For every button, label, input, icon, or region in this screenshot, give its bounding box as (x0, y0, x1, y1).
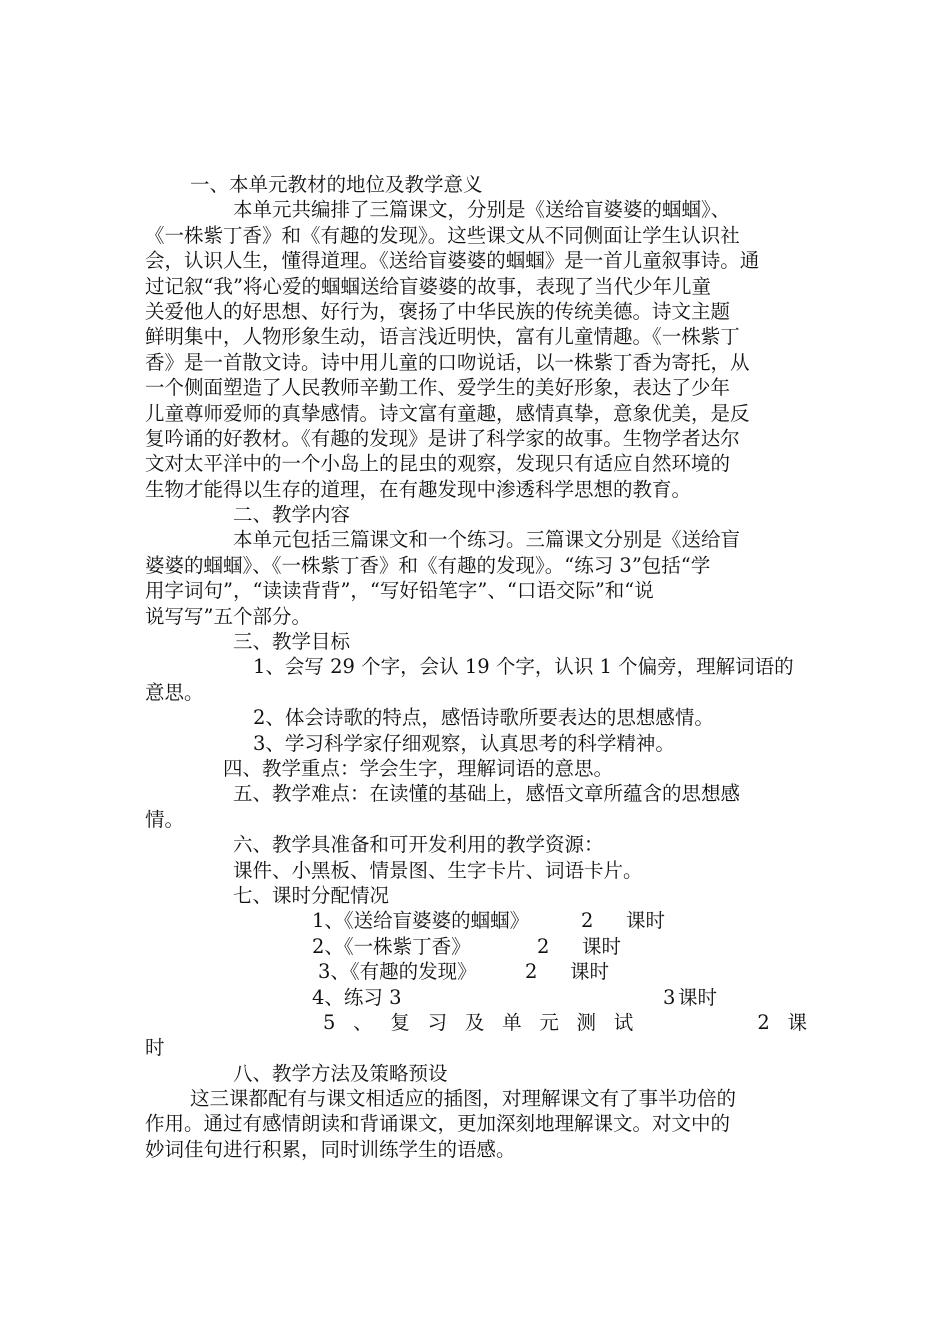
paragraph-line: 儿童尊师爱师的真挚感情。诗文富有童趣，感情真挚，意象优美，是反 (145, 401, 750, 425)
paragraph-line: 《一株紫丁香》和《有趣的发现》。这些课文从不同侧面让学生认识社 (145, 223, 740, 247)
paragraph-line: 文对太平洋中的一个小岛上的昆虫的观察，发现只有适应自然环境的 (145, 452, 731, 476)
paragraph-line: 过记叙“我”将心爱的蝈蝈送给盲婆婆的故事，表现了当代少年儿童 (145, 274, 711, 298)
schedule-count: 2 (537, 934, 550, 958)
paragraph-line: 鲜明集中，人物形象生动，语言浅近明快，富有儿童情趣。《一株紫丁 (145, 325, 740, 349)
schedule-unit: 课时 (582, 934, 622, 958)
goal-item-2: 2、体会诗歌的特点，感悟诗歌所要表达的思想感情。 (253, 706, 714, 730)
schedule-row (145, 985, 807, 1010)
schedule-count: 2 (581, 909, 594, 933)
spread-char: 习 (427, 1010, 448, 1034)
schedule-unit: 课时 (570, 960, 610, 984)
spread-char: 元 (539, 1010, 559, 1034)
paragraph-line: 说写写”五个部分。 (145, 604, 311, 628)
paragraph-line: 用字词句”，“读读背背”，“写好铅笔字”、“口语交际”和“说 (145, 579, 654, 603)
paragraph-line: 本单元共编排了三篇课文，分别是《送给盲婆婆的蝈蝈》、 (233, 198, 731, 222)
paragraph-line: 生物才能得以生存的道理，在有趣发现中渗透科学思想的教育。 (145, 477, 692, 501)
section-heading-4: 四、教学重点：学会生字，理解词语的意思。 (223, 756, 614, 780)
section-heading-7: 七、课时分配情况 (233, 883, 390, 907)
schedule-item: 3、《有趣的发现》 (318, 960, 477, 984)
paragraph-line: 一个侧面塑造了人民教师辛勤工作、爱学生的美好形象，表达了少年 (145, 376, 731, 400)
paragraph-line: 会，认识人生，懂得道理。《送给盲婆婆的蝈蝈》是一首儿童叙事诗。通 (145, 249, 760, 273)
paragraph-line: 作用。通过有感情朗读和背诵课文，更加深刻地理解课文。对文中的 (145, 1112, 731, 1136)
spread-char: 及 (464, 1010, 485, 1034)
spread-char: 单 (502, 1010, 522, 1034)
schedule-unit: 课时 (626, 909, 666, 933)
schedule-row (145, 908, 807, 933)
schedule-row-5-continued: 时 (145, 1036, 165, 1060)
paragraph-line: 本单元包括三篇课文和一个练习。三篇课文分别是《送给盲 (233, 528, 741, 552)
spread-char: 2 (757, 1010, 770, 1034)
schedule-count: 2 (525, 960, 538, 984)
goal-item-1-continued: 意思。 (145, 680, 204, 704)
paragraph-line: 关爱他人的好思想、好行为，褒扬了中华民族的传统美德。诗文主题 (145, 299, 731, 323)
schedule-unit: 课时 (678, 985, 718, 1009)
schedule-item: 4、练习 3 (312, 985, 402, 1009)
section-heading-3: 三、教学目标 (233, 630, 351, 654)
goal-item-1: 1、会写 29 个字，会认 19 个字，认识 1 个偏旁，理解词语的 (253, 655, 794, 679)
spread-char: 、 (353, 1010, 373, 1034)
paragraph-line: 婆婆的蝈蝈》、《一株紫丁香》和《有趣的发现》。“练习 3”包括“学 (145, 553, 711, 577)
section-heading-5: 五、教学难点：在读懂的基础上，感悟文章所蕴含的思想感 (233, 782, 741, 806)
resources-line: 课件、小黑板、情景图、生字卡片、词语卡片。 (233, 858, 643, 882)
document-body (145, 172, 807, 1162)
section-heading-1: 一、本单元教材的地位及教学意义 (190, 173, 483, 196)
spread-char: 复 (390, 1010, 410, 1034)
section-5-continued: 情。 (145, 807, 185, 831)
spread-char: 试 (613, 1010, 634, 1034)
section-heading-6: 六、教学具准备和可开发利用的教学资源： (233, 833, 604, 857)
paragraph-line: 这三课都配有与课文相适应的插图，对理解课文有了事半功倍的 (190, 1087, 737, 1111)
section-heading-8: 八、教学方法及策略预设 (233, 1061, 448, 1085)
paragraph-line: 妙词佳句进行积累，同时训练学生的语感。 (145, 1137, 516, 1161)
paragraph-line: 香》是一首散文诗。诗中用儿童的口吻说话，以一株紫丁香为寄托，从 (145, 350, 750, 374)
spread-char: 测 (576, 1010, 597, 1034)
schedule-count: 3 (663, 985, 676, 1009)
schedule-row (145, 934, 807, 959)
spread-char: 5 (323, 1010, 336, 1034)
schedule-row (145, 959, 807, 984)
schedule-row-spread (145, 1010, 807, 1035)
schedule-item: 1、《送给盲婆婆的蝈蝈》 (312, 909, 530, 933)
section-heading-2: 二、教学内容 (233, 503, 351, 527)
goal-item-3: 3、学习科学家仔细观察，认真思考的科学精神。 (253, 731, 675, 755)
schedule-item: 2、《一株紫丁香》 (312, 934, 471, 958)
paragraph-line: 复吟诵的好教材。《有趣的发现》是讲了科学家的故事。生物学者达尔 (145, 426, 740, 450)
spread-char: 课 (787, 1010, 807, 1034)
